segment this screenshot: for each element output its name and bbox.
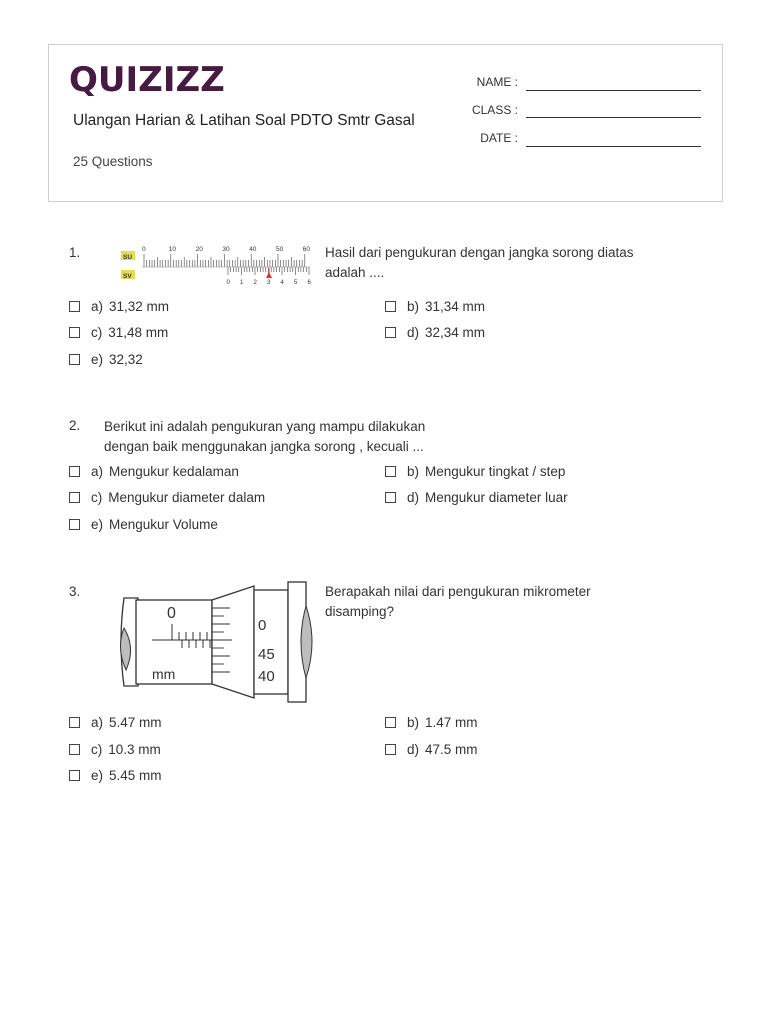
q3-option-a[interactable]: a) 5.47 mm [69,715,162,730]
checkbox[interactable] [69,717,80,728]
main-scale-label: 30 [222,246,230,253]
question-1-number: 1. [69,245,81,260]
class-field[interactable] [526,117,701,118]
q3-option-d[interactable]: d) 47.5 mm [385,742,478,757]
vernier-scale-label: 1 [240,280,244,286]
quizizz-logo: QUIZIZZ [69,60,225,100]
vernier-scale-label: 4 [280,280,284,286]
main-scale-label: 0 [142,246,146,253]
checkbox[interactable] [385,744,396,755]
sv-label: SV [123,273,132,280]
q3-option-b[interactable]: b) 1.47 mm [385,715,478,730]
checkbox[interactable] [385,327,396,338]
checkbox[interactable] [69,744,80,755]
checkbox[interactable] [385,301,396,312]
main-scale-label: 10 [168,246,177,253]
q2-option-c[interactable]: c) Mengukur diameter dalam [69,490,265,505]
q2-option-a[interactable]: a) Mengukur kedalaman [69,464,239,479]
q2-option-e[interactable]: e) Mengukur Volume [69,517,218,532]
main-scale [142,246,310,267]
date-label: DATE : [480,131,518,145]
vernier-caliper-figure [118,242,314,288]
checkbox[interactable] [69,466,80,477]
main-scale-label: 20 [195,246,203,253]
unit-label: mm [152,666,176,682]
su-label: SU [123,254,133,261]
q1-option-a[interactable]: a) 31,32 mm [69,299,169,314]
vernier-scale-label: 0 [226,280,230,286]
main-scale-label: 50 [276,246,284,253]
q1-option-b[interactable]: b) 31,34 mm [385,299,485,314]
q3-option-c[interactable]: c) 10.3 mm [69,742,161,757]
checkbox[interactable] [69,492,80,503]
name-field[interactable] [526,90,701,91]
vernier-scale-label: 3 [267,280,271,286]
q1-option-d[interactable]: d) 32,34 mm [385,325,485,340]
checkbox[interactable] [385,492,396,503]
vernier-scale-label: 6 [307,280,311,286]
q3-option-e[interactable]: e) 5.45 mm [69,768,162,783]
thimble-label-0: 0 [258,617,267,634]
thimble-label-45: 45 [258,646,275,663]
q1-option-e[interactable]: e) 32,32 [69,352,143,367]
question-2-number: 2. [69,418,81,433]
sleeve-zero-label: 0 [167,605,176,622]
question-2-text: Berikut ini adalah pengukuran yang mampu dilakukan dengan baik menggunakan jangka sorong , kecuali ... [104,419,426,454]
checkbox[interactable] [385,717,396,728]
question-count: 25 Questions [73,154,153,169]
micrometer-figure [112,578,320,706]
question-3-number: 3. [69,584,81,599]
date-field[interactable] [526,146,701,147]
question-3-text: Berapakah nilai dari pengukuran mikrometer disamping? [325,584,591,619]
checkbox[interactable] [69,301,80,312]
checkbox[interactable] [69,770,80,781]
checkbox[interactable] [69,327,80,338]
checkbox[interactable] [69,519,80,530]
quiz-title: Ulangan Harian & Latihan Soal PDTO Smtr Gasal [73,112,415,129]
checkbox[interactable] [385,466,396,477]
q1-option-c[interactable]: c) 31,48 mm [69,325,168,340]
thimble-label-40: 40 [258,668,275,685]
class-label: CLASS : [471,103,518,117]
name-label: NAME : [476,75,518,89]
q2-option-b[interactable]: b) Mengukur tingkat / step [385,464,565,479]
question-1-text: Hasil dari pengukuran dengan jangka sorong diatas adalah .... [325,245,634,280]
vernier-scale-label: 2 [253,280,257,286]
vernier-scale-label: 5 [294,280,298,286]
checkbox[interactable] [69,354,80,365]
q2-option-d[interactable]: d) Mengukur diameter luar [385,490,568,505]
main-scale-label: 40 [249,246,257,253]
main-scale-label: 60 [302,246,311,253]
